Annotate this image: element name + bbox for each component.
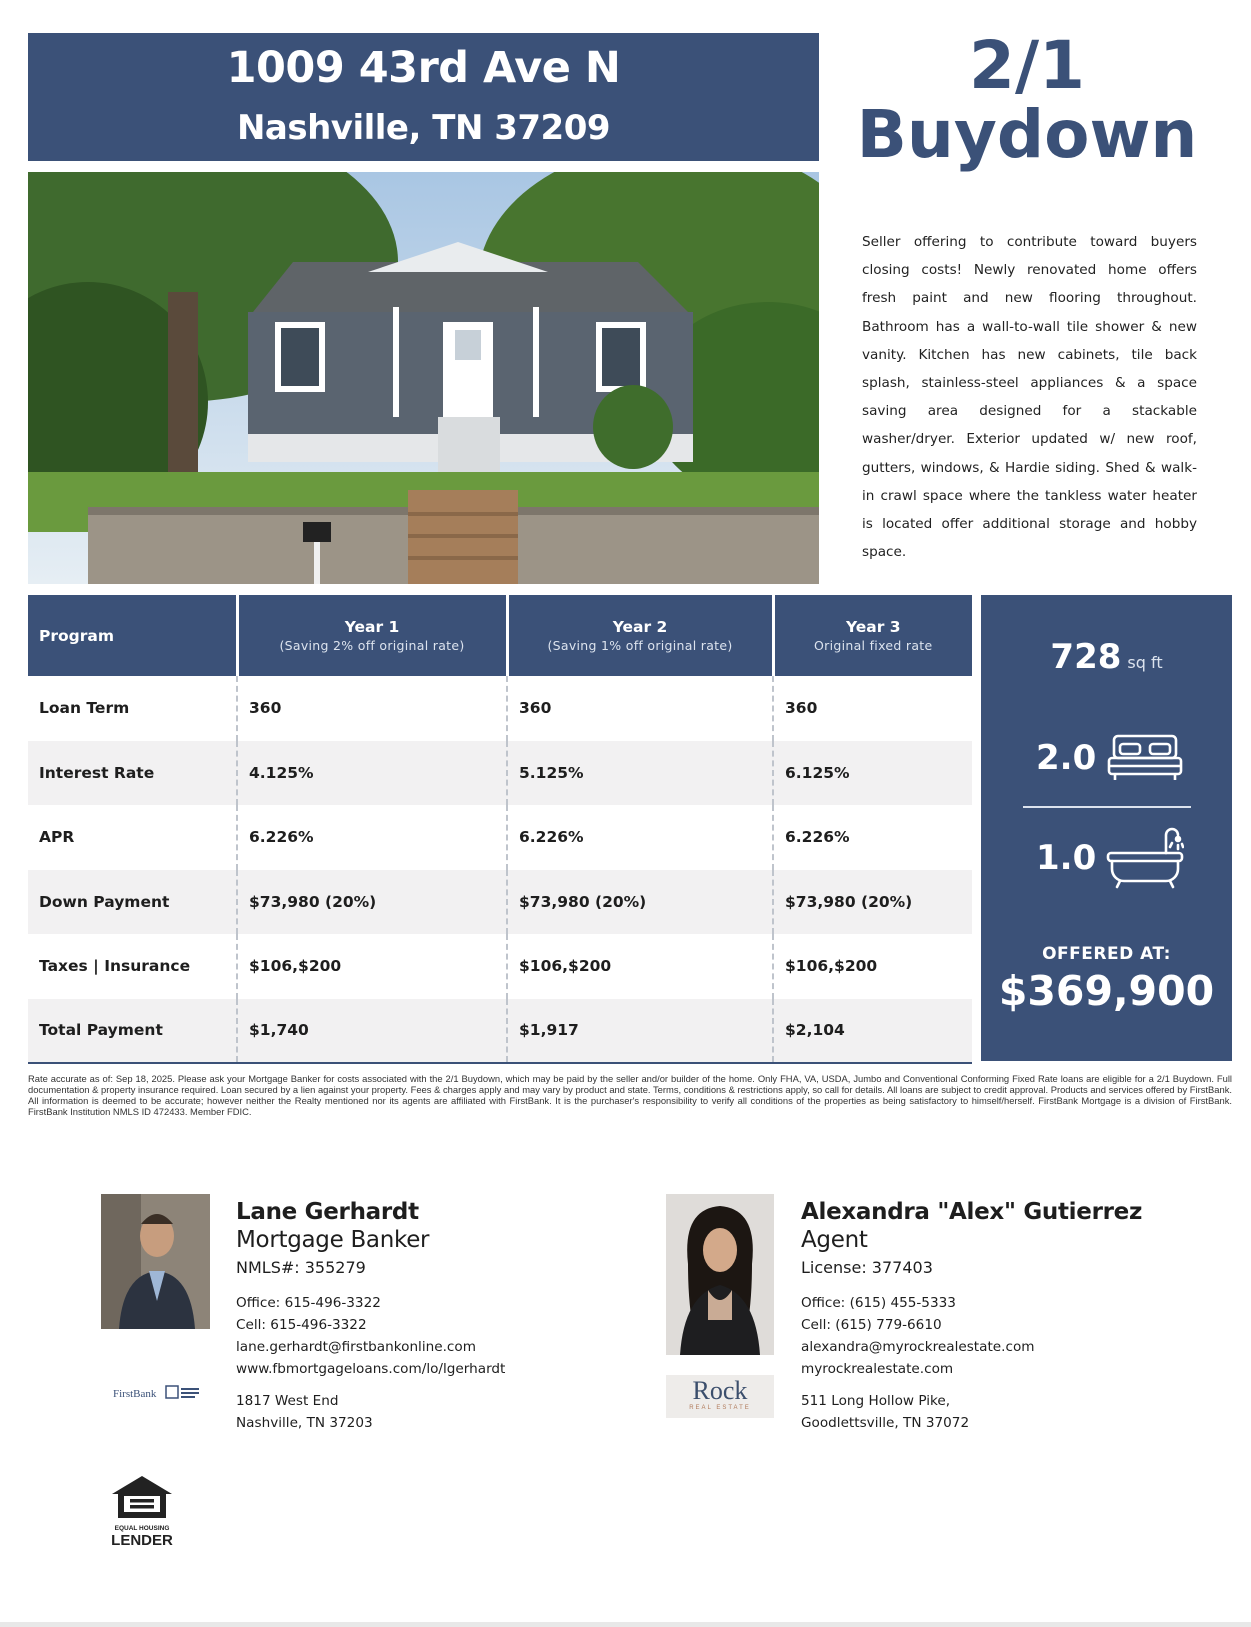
- bathrooms-value: 1.0: [1036, 838, 1097, 878]
- sqft-value: 728: [1050, 637, 1122, 677]
- cell-year-1: $73,980 (20%): [237, 870, 507, 935]
- rock-logo-word: Rock: [692, 1376, 748, 1405]
- row-label: Loan Term: [39, 699, 130, 718]
- cell-year-2: 6.226%: [507, 805, 773, 870]
- agent-name: Alexandra "Alex" Gutierrez: [801, 1199, 1143, 1225]
- agent-license: License: 377403: [801, 1258, 933, 1277]
- cell-year-3: $2,104: [773, 999, 972, 1064]
- property-description: Seller offering to contribute toward buyers closing costs! Newly renovated home offers fresh paint and new flooring throughout. Bathroom has a wall-to-wall tile shower & new vanity. Kitchen has new cabinets, tile back splash, stainless-steel appliances & a space saving area designed for a stackable washer/dryer. Exterior updated w/ new roof, gutters, windows, & Hardie siding. Shed & walk-in crawl space where the tankless water heater is located offer additional storage and hobby space.: [862, 234, 1197, 561]
- cell-year-1: 360: [237, 676, 507, 741]
- lender-address-line1: 1817 West End: [236, 1393, 339, 1409]
- table-row: [28, 676, 972, 741]
- agent-email-link[interactable]: alexandra@myrockrealestate.com: [801, 1339, 1035, 1355]
- agent-contact: [801, 1198, 1221, 1434]
- lender-contact: [236, 1198, 616, 1434]
- agent-title: Agent: [801, 1227, 868, 1253]
- agent-office-phone[interactable]: Office: (615) 455-5333: [801, 1295, 956, 1311]
- bed-icon: [1106, 730, 1184, 790]
- agent-avatar: [666, 1194, 774, 1355]
- address-banner: [28, 33, 819, 161]
- cell-year-1: $1,740: [237, 999, 507, 1064]
- table-header-row: [28, 595, 972, 676]
- equal-housing-lender-logo: [110, 1474, 174, 1549]
- table-row: [28, 805, 972, 870]
- header-year-3: Year 3 Original fixed rate: [773, 595, 972, 676]
- promo-line1: 2/1: [969, 27, 1085, 104]
- cell-year-3: 6.125%: [773, 741, 972, 806]
- cell-year-3: 6.226%: [773, 805, 972, 870]
- bedrooms: [1036, 730, 1196, 790]
- promo-line2: Buydown: [856, 96, 1198, 173]
- cell-year-1: $106,$200: [237, 934, 507, 999]
- square-footage: [981, 637, 1232, 677]
- address-city: Nashville, TN 37209: [236, 108, 611, 148]
- house-photo: [28, 172, 819, 584]
- rock-logo-sub: REAL ESTATE: [689, 1405, 751, 1411]
- row-label: Taxes | Insurance: [39, 957, 191, 976]
- promo-title: [842, 27, 1212, 173]
- agent-address-line1: 511 Long Hollow Pike,: [801, 1393, 951, 1409]
- table-row: [28, 934, 972, 999]
- cell-year-2: 5.125%: [507, 741, 773, 806]
- equal-housing-icon: [110, 1474, 174, 1520]
- cell-year-3: $73,980 (20%): [773, 870, 972, 935]
- row-label: Interest Rate: [28, 741, 237, 806]
- header-program: Program: [28, 595, 237, 676]
- cell-year-2: $73,980 (20%): [507, 870, 773, 935]
- cell-year-2: $1,917: [507, 999, 773, 1064]
- sqft-unit: sq ft: [1127, 653, 1163, 672]
- row-label: APR: [39, 828, 75, 847]
- cell-year-2: 360: [507, 676, 773, 741]
- table-row: [28, 870, 972, 935]
- agent-address-line2: Goodlettsville, TN 37072: [801, 1415, 970, 1431]
- lender-name: Lane Gerhardt: [236, 1199, 419, 1225]
- lender-email-link[interactable]: lane.gerhardt@firstbankonline.com: [236, 1339, 476, 1355]
- bedrooms-value: 2.0: [1036, 738, 1097, 778]
- agent-website-link[interactable]: myrockrealestate.com: [801, 1361, 954, 1377]
- offered-price: $369,900: [998, 967, 1215, 1015]
- disclaimer-text: Rate accurate as of: Sep 18, 2025. Please ask your Mortgage Banker for costs associated with the 2/1 Buydown, which may be paid by the seller and/or builder of the home. Only FHA, VA, USDA, Jumbo and Conventional Conforming Fixed Rate loans are eligible for a 2/1 Buydown. Full documentation & property insurance required. Loan secured by a lien against your property. Fees & charges apply and may vary by product and state. Terms, conditions & restrictions apply, so call for details. All loans are subject to credit approval. Products and services offered by FirstBank. All information is deemed to be accurate; however neither the Realty mentioned nor its agents are affiliated with FirstBank. It is the purchaser's responsibility to verify all conditions of the properties as being satisfactory to himself/herself. FirstBank Mortgage is a division of FirstBank. FirstBank Institution NMLS ID 472433. Member FDIC.: [28, 1073, 1232, 1117]
- page-bottom-edge: [0, 1622, 1251, 1627]
- bathrooms: [1036, 823, 1196, 893]
- cell-year-1: 6.226%: [237, 805, 507, 870]
- bathtub-icon: [1106, 823, 1184, 893]
- table-row: [28, 741, 972, 806]
- header-year-2: Year 2 (Saving 1% off original rate): [507, 595, 773, 676]
- lender-title: Mortgage Banker: [236, 1227, 430, 1253]
- row-label: Total Payment: [28, 999, 237, 1064]
- lender-address-line2: Nashville, TN 37203: [236, 1415, 373, 1431]
- stats-divider: [1023, 806, 1191, 808]
- rock-real-estate-logo: [666, 1375, 774, 1418]
- firstbank-logo: [111, 1382, 201, 1404]
- property-stats-panel: [981, 595, 1232, 1061]
- table-row: [28, 999, 972, 1064]
- offered-at-label: OFFERED AT:: [1042, 944, 1171, 964]
- lender-avatar: [101, 1194, 210, 1329]
- lender-cell-phone[interactable]: Cell: 615-496-3322: [236, 1317, 367, 1333]
- cell-year-1: 4.125%: [237, 741, 507, 806]
- lender-license: NMLS#: 355279: [236, 1258, 366, 1277]
- row-label: Down Payment: [28, 870, 237, 935]
- cell-year-2: $106,$200: [507, 934, 773, 999]
- ehl-small-text: EQUAL HOUSING: [114, 1525, 170, 1532]
- ehl-big-text: LENDER: [111, 1532, 173, 1549]
- firstbank-logo-text: FirstBank: [113, 1388, 157, 1400]
- cell-year-3: $106,$200: [773, 934, 972, 999]
- lender-office-phone[interactable]: Office: 615-496-3322: [236, 1295, 381, 1311]
- cell-year-3: 360: [773, 676, 972, 741]
- address-street: 1009 43rd Ave N: [226, 43, 621, 93]
- agent-cell-phone[interactable]: Cell: (615) 779-6610: [801, 1317, 942, 1333]
- lender-website-link[interactable]: www.fbmortgageloans.com/lo/lgerhardt: [236, 1361, 506, 1377]
- header-year-1: Year 1 (Saving 2% off original rate): [237, 595, 507, 676]
- buydown-rate-table: [28, 595, 972, 1064]
